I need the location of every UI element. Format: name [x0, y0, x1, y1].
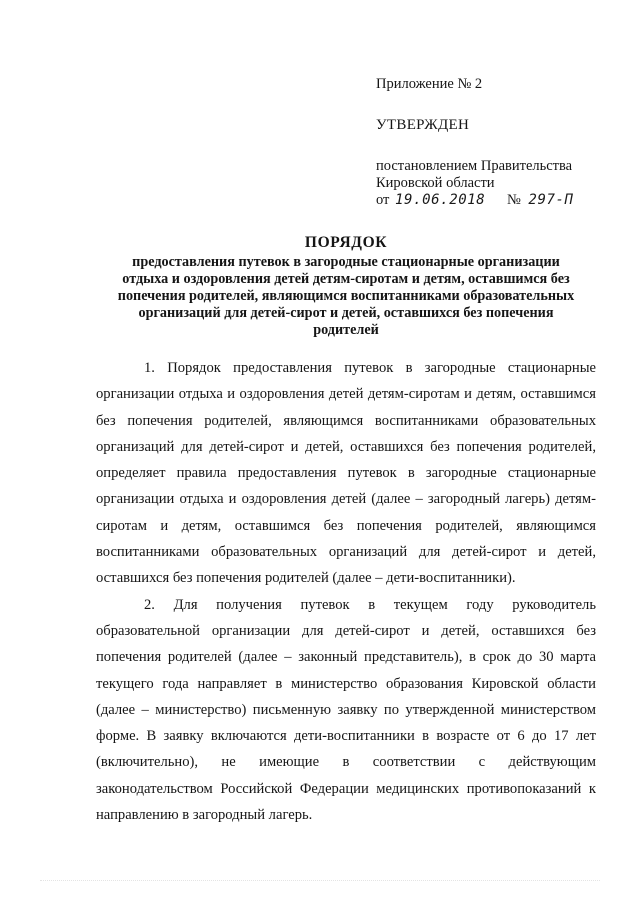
document-title: ПОРЯДОК — [304, 234, 388, 251]
paragraph-2: 2. Для получения путевок в текущем году руководитель образовательной организации для детей-сирот и детей, оставшихся без попечения родителей (далее – законный представитель), в срок до 30 марта текущего года направляет в министерство образования Кировской области (далее – министерство) письменную заявку по утвержденной министерством форме. В заявку включаются дети-воспитанники в возрасте от 6 до 17 лет (включительно), не имеющие в соответствии с действующим законодательством Российской Федерации медицинских противопоказаний к направлению в загородный лагерь. — [96, 596, 596, 824]
number-sign: № — [506, 192, 521, 208]
annex-label: Приложение № 2 — [376, 76, 483, 92]
subtitle-line-1: предоставления путевок в загородные стационарные организации — [132, 254, 560, 270]
title-block — [96, 234, 596, 339]
approved-heading: УТВЕРЖДЕН — [376, 117, 470, 133]
handwritten-decree-number: 297-П — [528, 192, 574, 208]
document-body — [96, 355, 596, 828]
approval-block — [376, 76, 616, 209]
decree-date-line — [376, 192, 616, 209]
subtitle-line-3: попечения родителей, являющимся воспитанниками образовательных — [117, 288, 575, 304]
subtitle-line-5: родителей — [313, 322, 379, 338]
approved-by-line-1: постановлением Правительства — [376, 158, 573, 174]
approved-by-line-2: Кировской области — [376, 175, 495, 191]
subtitle-line-4: организаций для детей-сирот и детей, оставшихся без попечения — [138, 305, 554, 321]
paragraph-1: 1. Порядок предоставления путевок в загородные стационарные организации отдыха и оздоровления детей детям-сиротам и детям, оставшимся без попечения родителей, являющимся воспитанниками образовательных организаций для детей-сирот и детей, оставшихся без попечения родителей, определяет правила предоставления путевок в загородные стационарные организации отдыха и оздоровления детей (далее – загородный лагерь) детям-сиротам и детям, оставшимся без попечения родителей, являющимся воспитанниками образовательных организаций для детей-сирот и детей, оставшихся без попечения родителей (далее – дети-воспитанники). — [96, 360, 596, 587]
handwritten-date: 19.06.2018 — [395, 192, 486, 208]
scan-artifact-line — [40, 880, 600, 882]
subtitle-line-2: отдыха и оздоровления детей детям-сиротам и детям, оставшимся без — [122, 271, 570, 287]
date-prefix: от — [376, 192, 390, 208]
